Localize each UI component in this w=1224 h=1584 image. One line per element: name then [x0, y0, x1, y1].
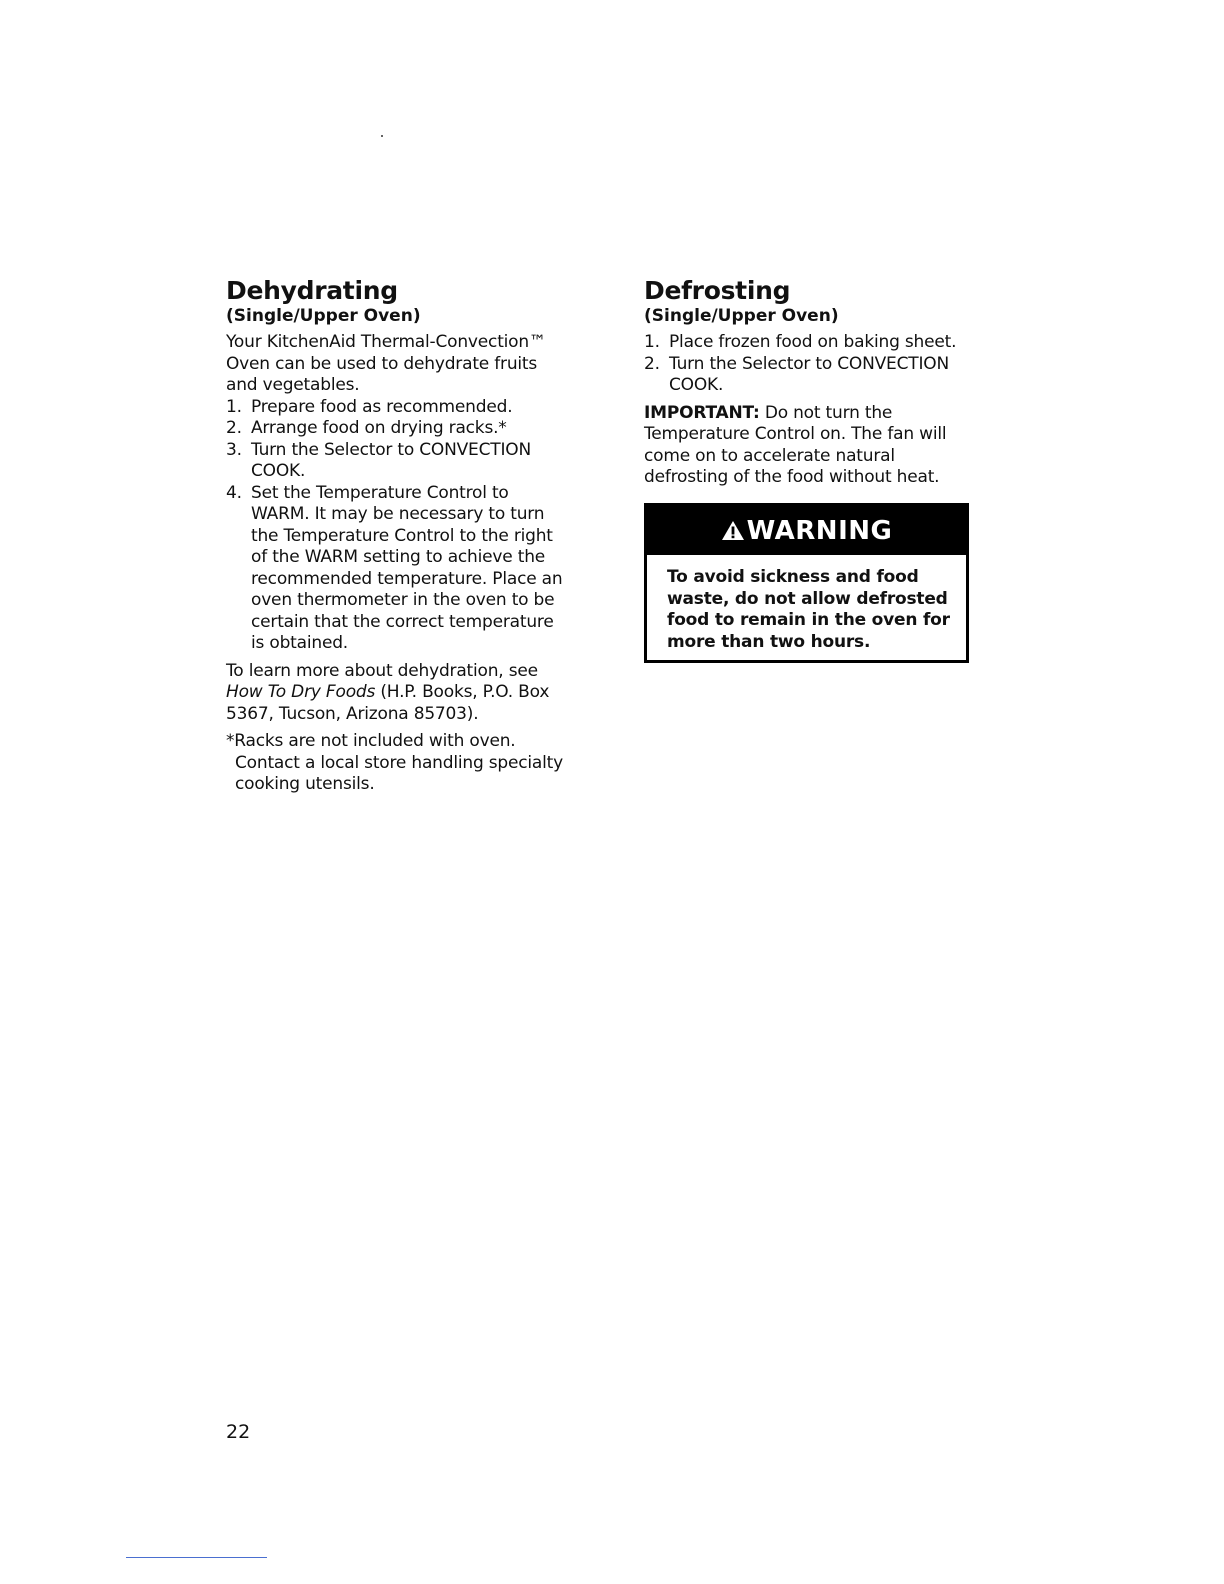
defrosting-section — [644, 276, 974, 489]
step-1: 1. Prepare food as recommended. — [226, 396, 513, 417]
important-label: IMPORTANT: — [644, 402, 760, 423]
learn-more-paragraph: To learn more about dehydration, see How To Dry Foods (H.P. Books, P.O. Box 5367, Tucson, Arizona 85703). — [226, 660, 550, 724]
step-2: 2. Arrange food on drying racks.* — [226, 418, 507, 438]
defrosting-title: Defrosting — [644, 276, 791, 305]
bottom-rule — [126, 1557, 267, 1558]
dehydrating-intro: Your KitchenAid Thermal-Convection™ Oven can be used to dehydrate fruits and vegetables. — [226, 332, 546, 395]
book-title: How To Dry Foods — [226, 682, 376, 702]
step-2: 2. Turn the Selector to CONVECTION COOK. — [644, 353, 949, 395]
step-4: 4. Set the Temperature Control to WARM. It may be necessary to turn the Temperature Control to the right of the WARM setting to achieve the recommended temperature. Place an oven thermometer in the oven to be certain that the correct temperature is obtained. — [226, 482, 563, 653]
defrosting-subtitle: (Single/Upper Oven) — [644, 306, 839, 326]
dehydrating-subtitle: (Single/Upper Oven) — [226, 306, 421, 326]
warning-box — [644, 503, 969, 663]
racks-footnote: *Racks are not included with oven. Contact a local store handling specialty cooking utensils. — [226, 731, 563, 794]
warning-header — [647, 506, 966, 555]
scan-speck — [381, 135, 383, 137]
warning-triangle-icon — [721, 520, 745, 541]
dehydrating-section — [226, 276, 566, 796]
important-note: IMPORTANT: Do not turn the Temperature Control on. The fan will come on to accelerate natural defrosting of the food without heat. — [644, 402, 947, 487]
dehydrating-steps — [226, 397, 566, 655]
warning-text: To avoid sickness and food waste, do not allow defrosted food to remain in the oven for more than two hours. — [667, 567, 950, 652]
step-3: 3. Turn the Selector to CONVECTION COOK. — [226, 439, 531, 481]
dehydrating-title: Dehydrating — [226, 276, 398, 305]
step-1: 1. Place frozen food on baking sheet. — [644, 332, 957, 352]
page-number: 22 — [226, 1421, 251, 1443]
defrosting-steps — [644, 332, 974, 397]
warning-heading: WARNING — [746, 515, 893, 546]
